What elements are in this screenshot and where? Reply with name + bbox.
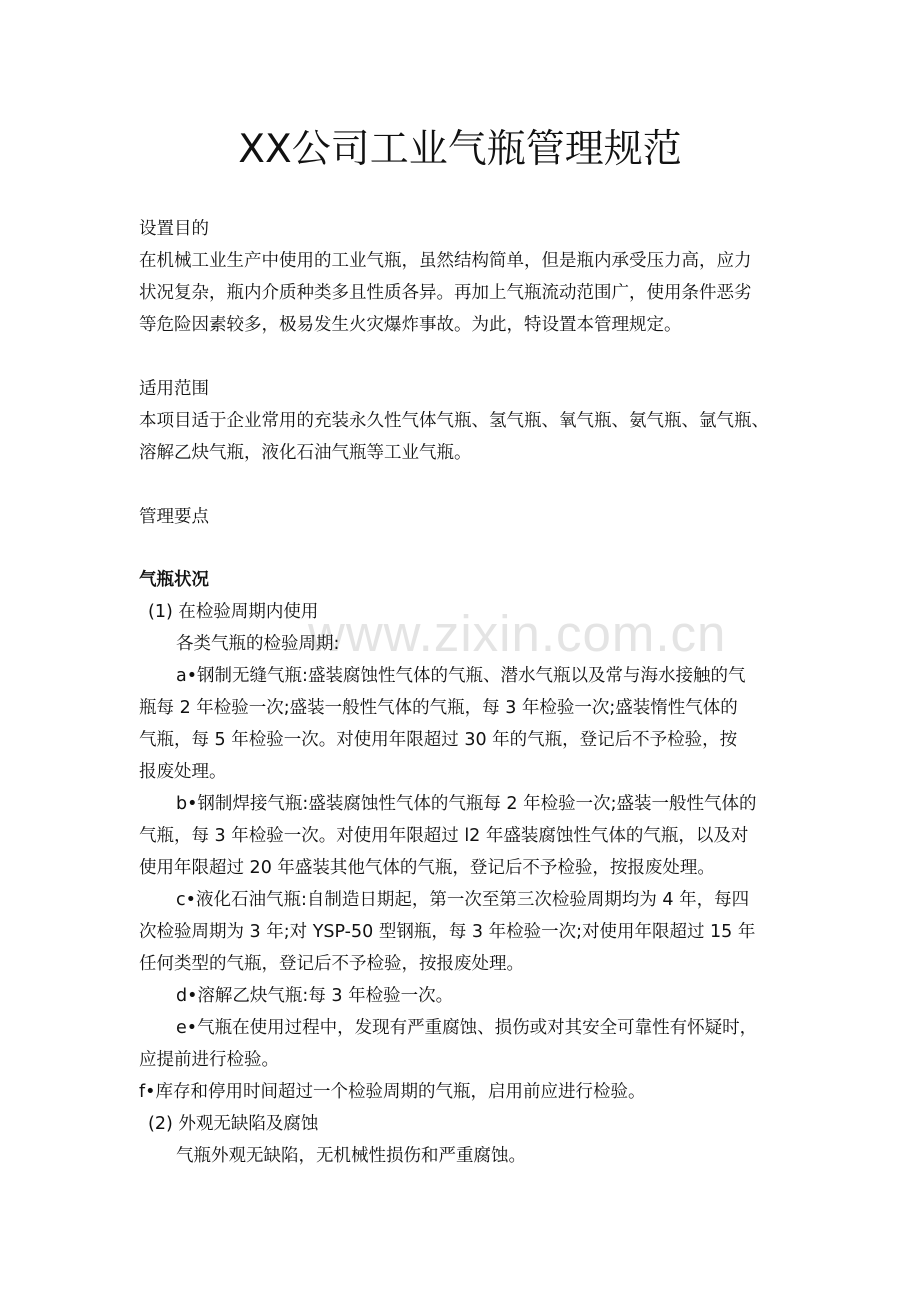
- section-heading-management: 管理要点: [139, 507, 209, 527]
- cycles-intro: 各类气瓶的检验周期:: [176, 634, 340, 654]
- purpose-line: 在机械工业生产中使用的工业气瓶，虽然结构简单，但是瓶内承受压力高，应力: [139, 251, 752, 271]
- paragraph-e-line: 应提前进行检验。: [139, 1050, 279, 1070]
- section-heading-purpose: 设置目的: [139, 219, 209, 239]
- paragraph-c-line: 任何类型的气瓶，登记后不予检验，按报废处理。: [139, 954, 524, 974]
- paragraph-f-line: f•库存和停用时间超过一个检验周期的气瓶，启用前应进行检验。: [139, 1082, 646, 1102]
- paragraph-a-line: a•钢制无缝气瓶:盛装腐蚀性气体的气瓶、潜水气瓶以及常与海水接触的气: [176, 666, 746, 686]
- scope-line: 本项目适于企业常用的充装永久性气体气瓶、氢气瓶、氧气瓶、氨气瓶、氩气瓶、: [139, 411, 769, 431]
- paragraph-b-line: 气瓶，每 3 年检验一次。对使用年限超过 l2 年盛装腐蚀性气体的气瓶，以及对: [139, 826, 749, 846]
- scope-line: 溶解乙炔气瓶，液化石油气瓶等工业气瓶。: [139, 443, 472, 463]
- paragraph-a-line: 瓶每 2 年检验一次;盛装一般性气体的气瓶，每 3 年检验一次;盛装惰性气体的: [139, 698, 738, 718]
- paragraph-b-line: b•钢制焊接气瓶:盛装腐蚀性气体的气瓶每 2 年检验一次;盛装一般性气体的: [176, 794, 757, 814]
- purpose-line: 状况复杂，瓶内介质种类多且性质各异。再加上气瓶流动范围广，使用条件恶劣: [139, 283, 752, 303]
- paragraph-c-line: 次检验周期为 3 年;对 YSP-50 型钢瓶，每 3 年检验一次;对使用年限超过 15 年: [139, 922, 756, 942]
- paragraph-c-line: c•液化石油气瓶:自制造日期起，第一次至第三次检验周期均为 4 年，每四: [176, 890, 750, 910]
- item2-text: 气瓶外观无缺陷，无机械性损伤和严重腐蚀。: [176, 1146, 526, 1166]
- document-title: XX公司工业气瓶管理规范: [238, 127, 682, 172]
- purpose-line: 等危险因素较多，极易发生火灾爆炸事故。为此，特设置本管理规定。: [139, 315, 682, 335]
- paragraph-a-line: 气瓶，每 5 年检验一次。对使用年限超过 30 年的气瓶，登记后不予检验，按: [139, 730, 738, 750]
- section-heading-status: 气瓶状况: [139, 570, 209, 590]
- paragraph-b-line: 使用年限超过 20 年盛装其他气体的气瓶，登记后不予检验，按报废处理。: [139, 858, 715, 878]
- list-item-label: (1) 在检验周期内使用: [148, 602, 319, 622]
- paragraph-e-line: e•气瓶在使用过程中，发现有严重腐蚀、损伤或对其安全可靠性有怀疑时，: [176, 1018, 758, 1038]
- watermark: www.zixin.com.cn: [308, 605, 727, 662]
- paragraph-d-line: d•溶解乙炔气瓶:每 3 年检验一次。: [176, 986, 454, 1006]
- paragraph-a-line: 报废处理。: [139, 762, 227, 782]
- list-item-label: (2) 外观无缺陷及腐蚀: [148, 1114, 319, 1134]
- section-heading-scope: 适用范围: [139, 379, 209, 399]
